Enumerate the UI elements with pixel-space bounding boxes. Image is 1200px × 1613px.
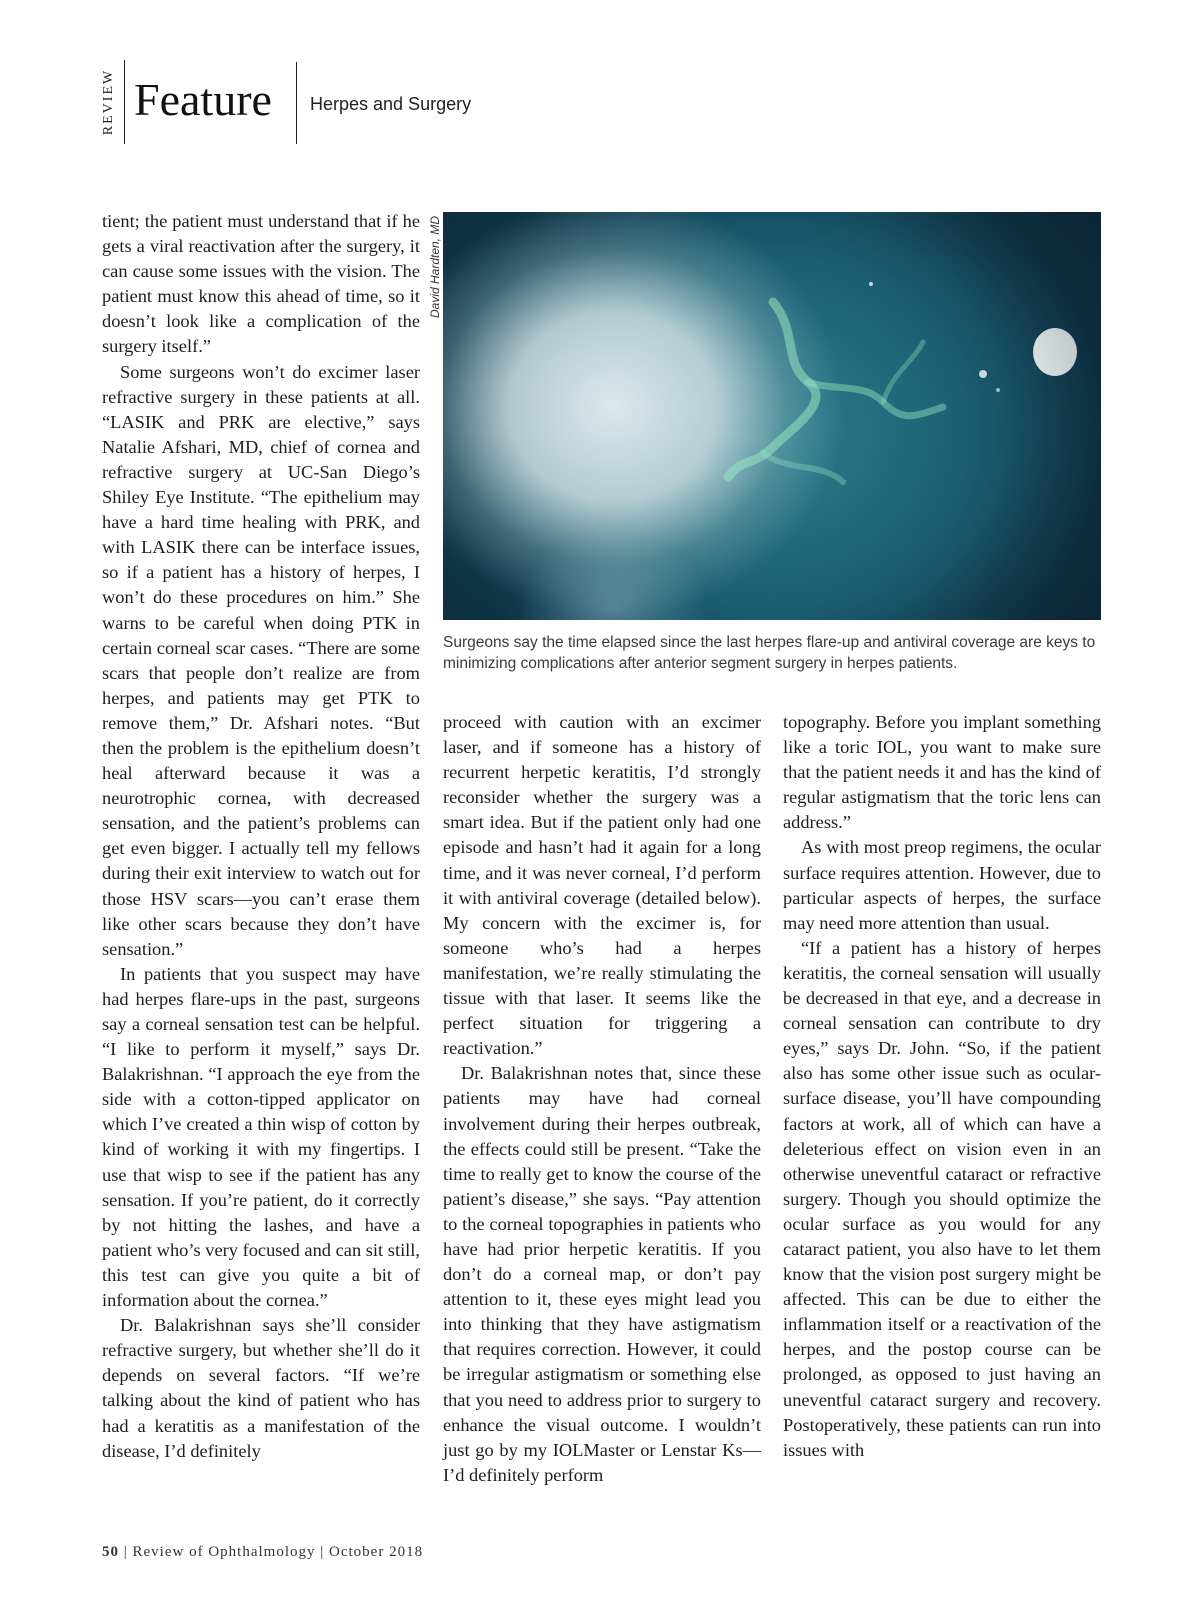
paragraph: Some surgeons won’t do excimer laser refractive surgery in these patients at all. “LASIK and PRK are elective,” says Natalie Afshari, MD, chief of cornea and refractive surgery at UC-San Diego’s Shiley Eye Institute. “The epithelium may have a hard time healing with PRK, and with LASIK there can be interface issues, so if a patient has a history of herpes, I won’t do these procedures on him.” She warns to be careful when doing PTK in certain corneal scar cases. “There are some scars that people don’t realize are from herpes, and patients may get PTK to remove them,” Dr. Afshari notes. “But then the problem is the epithelium doesn’t heal afterward because it was a neurotrophic cornea, with decreased sensation, and the patient’s problems can get even bigger. I actually tell my fellows during their exit interview to watch out for those HSV scars—you can’t erase them like other scars because they don’t have sensation.” [102, 361, 420, 959]
paragraph: “If a patient has a history of herpes keratitis, the corneal sensation will usually be decreased in that eye, and a decrease in corneal sensation can contribute to dry eyes,” says Dr. John. “So, if the patient also has some other issue such as ocular-surface disease, you’ll have compounding factors at work, all of which can have a deleterious effect on vision even in an otherwise uneventful cataract or refractive surgery. Though you should optimize the ocular surface as you would for any cataract patient, you also have to let them know that the vision post surgery might be affected. This can be due to either the inflammation itself or a reactivation of the herpes, and the postop course can be prolonged, as opposed to just having an uneventful cataract surgery and recovery. Postoperatively, these patients can run into issues with [783, 937, 1101, 1460]
photo-caption: Surgeons say the time elapsed since the last herpes flare-up and antiviral coverage are keys to minimizing complications after anterior segment surgery in herpes patients. [443, 634, 1096, 672]
page-number: 50 [102, 1544, 119, 1560]
paragraph: tient; the patient must understand that if he gets a viral reactivation after the surgery, it can cause some issues with the vision. The patient must know this ahead of time, so it doesn’t look like a complication of the surgery itself.” [102, 211, 420, 357]
footer-separator: | [123, 1544, 128, 1560]
paragraph: In patients that you suspect may have had herpes flare-ups in the past, surgeons say a corneal sensation test can be helpful. “I like to perform it myself,” says Dr. Balakrishnan. “I approach the eye from the side with a cotton-tipped applicator on which I’ve created a thin wisp of cotton by kind of working it with my fingertips. I use that wisp to see if the patient has any sensation. If you’re patient, do it correctly by not hitting the lashes, and have a patient who’s very focused and can sit still, this test can give you quite a bit of information about the cornea.” [102, 963, 420, 1311]
paragraph: Dr. Balakrishnan says she’ll consider refractive surgery, but whether she’ll do it depends on several factors. “If we’re talking about the kind of patient who has had a keratitis as a manifestation of the disease, I’d definitely [102, 1315, 420, 1461]
department-title: Feature [134, 74, 272, 125]
page-header [98, 60, 698, 144]
section-label [98, 60, 120, 144]
header-divider [296, 62, 297, 144]
text-column-3 [783, 710, 1101, 1510]
slit-lamp-photo [443, 212, 1101, 620]
photo-credit-text: David Hardten, MD [428, 215, 443, 319]
magazine-name: Review of Ophthalmology [132, 1544, 316, 1560]
photo-credit [427, 212, 443, 322]
paragraph: proceed with caution with an excimer laser, and if someone has a history of recurrent herpetic keratitis, I’d strongly reconsider whether the surgery was a smart idea. But if the patient only had one episode and hasn’t had it again for a long time, and it was never corneal, I’d perform it with antiviral coverage (detailed below). My concern with the excimer is, for someone who’s had a herpes manifestation, we’re really stimulating the tissue with that laser. It seems like the perfect situation for triggering a reactivation.” [443, 712, 761, 1059]
issue-date: October 2018 [329, 1544, 424, 1560]
paragraph: topography. Before you implant something like a toric IOL, you want to make sure that the patient needs it and has the kind of regular astigmatism that the toric lens can address.” [783, 712, 1101, 833]
paragraph: Dr. Balakrishnan notes that, since these patients may have had corneal involvement during their herpes outbreak, the effects could still be present. “Take the time to really get to know the course of the patient’s disease,” she says. “Pay attention to the corneal topographies in patients who have had prior herpetic keratitis. If you don’t do a corneal map, or don’t pay attention to it, these eyes might lead you into thinking that they have astigmatism that requires correction. However, it could be irregular astigmatism or something else that you need to address prior to surgery to enhance the visual outcome. I wouldn’t just go by my IOLMaster or Lenstar Ks—I’d definitely perform [443, 1063, 761, 1485]
article-topic: Herpes and Surgery [310, 94, 472, 114]
page-footer [102, 1544, 423, 1561]
text-column-2 [443, 710, 761, 1510]
footer-separator: | [320, 1544, 325, 1560]
paragraph: As with most preop regimens, the ocular surface requires attention. However, due to particular aspects of herpes, the surface may need more attention than usual. [783, 837, 1101, 933]
text-column-1 [102, 209, 420, 1509]
header-divider [124, 60, 125, 144]
photo-vignette [443, 212, 1101, 620]
section-label-text: REVIEW [101, 68, 116, 136]
